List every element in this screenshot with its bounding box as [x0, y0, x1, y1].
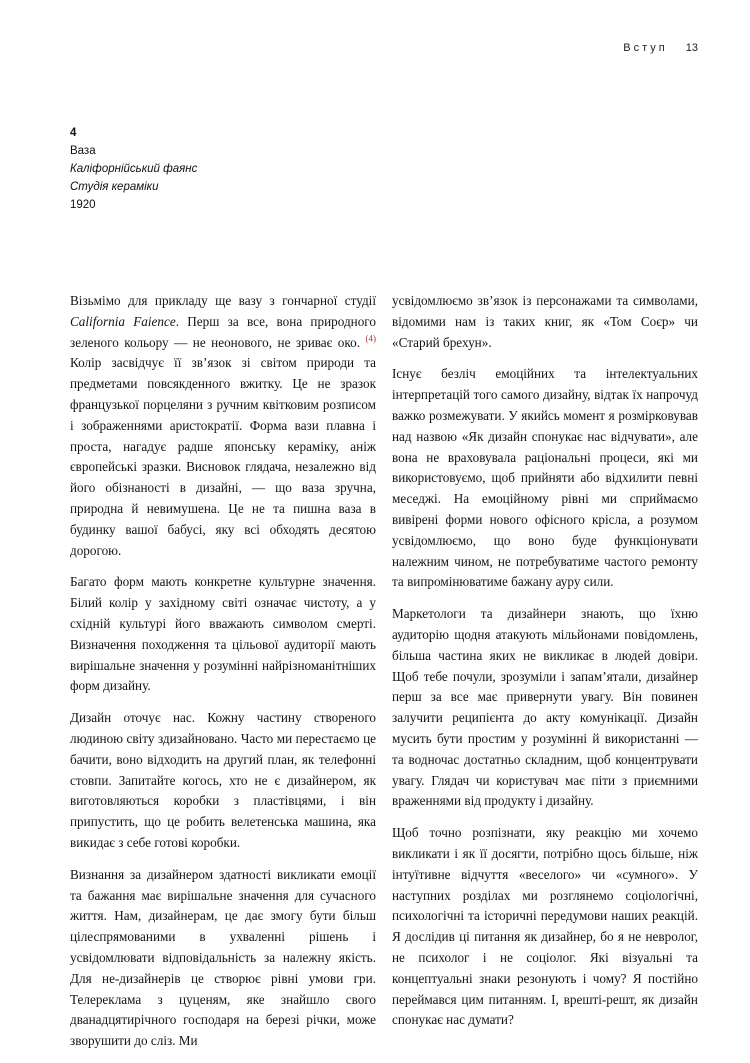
- paragraph: Багато форм мають конкретне культурне значення. Білий колір у західному світі означає чистоту, а у східній культурі його вважають символом смерті. Визначення походження та цільової аудиторії мають вирішальне значення у розумінні найрізноманітніших форм дизайну.: [70, 574, 376, 694]
- paragraph: Визнання за дизайнером здатності викликати емоції та бажання має вирішальне значення для сучасного життя. Нам, дизайнерам, це дає змогу бути більш цілеспрямованими в ухваленні рішень і усвідомлювати відповідальність за належну якість. Для не-дизайнерів це створює рівні умови гри. Телереклама з цуценям, яке знайшло свого дванадцятирічного господаря на березі річки, може зворушити до сліз. Ми: [70, 866, 376, 1049]
- caption-studio: Студія кераміки: [70, 181, 159, 193]
- figure-caption: [70, 124, 197, 214]
- caption-object: Ваза: [70, 145, 96, 157]
- left-text-column: [70, 291, 376, 1063]
- page-number: 13: [685, 42, 698, 54]
- caption-year: 1920: [70, 199, 96, 211]
- paragraph: Маркетологи та дизайнери знають, що їхню аудиторію щодня атакують мільйонами повідомлень, більша частина яких не викликає в людей довіри. Щоб тебе почули, зрозуміли і запам’ятали, дизайнер перш за все має привернути увагу. Він повинен залучити реципієнта до акту комунікації. Дизайн мусить бути простим у розумінні й використанні — та водночас достатньо складним, щоб концентрувати увагу. Глядач чи користувач має піти з приємними враженнями від продукту і дизайну.: [392, 606, 698, 809]
- paragraph: Щоб точно розпізнати, яку реакцію ми хочемо викликати і як її досягти, потрібно щось більше, ніж інтуїтивне відчуття «веселого» чи «сумного». У наступних розділах ми розглянемо соціологічні, психологічні та історичні передумови наших реакцій. Я дослідив ці питання як дизайнер, бо я не невролог, не психолог і не соціолог. Які візуальні та концептуальні знаки резонують і чому? Я постійно переймався цим питанням. І, врешті-решт, як дизайн спонукає нас думати?: [392, 825, 698, 1028]
- section-title: Вступ: [623, 42, 668, 54]
- figure-number: 4: [70, 127, 77, 139]
- paragraph: усвідомлюємо зв’язок із персонажами та символами, відомими нам із таких книг, як «Том Соєр» чи «Старий брехун».: [392, 293, 698, 350]
- paragraph: Візьмімо для прикладу ще вазу з гончарної студії California Faience. Перш за все, вона природного зеленого кольору — не неонового, не зриває око. $^{(4)}$ Колір засвідчує її зв’язок зі світом природи та предметами повсякденного вжитку. Це не зразок французької порцеляни з ручним квітковим розписом і зображеннями аристократії. Форма вази плавна і проста, нагадує радше японську кераміку, аніж європейські зразки. Висновок глядача, незалежно від його обізнаності в дизайні, — що ваза зручна, природна й невимушена. Це не та пишна ваза в будинку вашої бабусі, яку всі обходять десятою дорогою.: [70, 293, 376, 558]
- running-head: [623, 42, 698, 54]
- paragraph: Існує безліч емоційних та інтелектуальних інтерпретацій того самого дизайну, відтак їх напрочуд важко розмежувати. У якийсь момент я розмірковував над назвою «Як дизайн спонукає нас відчувати», але вона не враховувала раціональні процеси, які ми використовуємо, щоб прийняти або відхилити певні меседжі. На емоційному рівні ми сприймаємо вивірені форми нового офісного крісла, а розумом усвідомлюємо, що воно буде функціонувати належним чином, не потребуватиме частого ремонту та випромінюватиме бажану ауру сили.: [392, 366, 698, 590]
- right-text-column: [392, 291, 698, 1042]
- emphasis-california-faience: California Faience: [70, 313, 176, 329]
- paragraph: Дизайн оточує нас. Кожну частину створеного людиною світу здизайновано. Часто ми перестаємо це бачити, воно відходить на другий план, як телефонні стовпи. Запитайте когось, хто не є дизайнером, як виготовляються коробки з пластівцями, і він припустить, що це робить велетенська машина, яка викидає з себе готові коробки.: [70, 710, 376, 850]
- figure-reference[interactable]: (4): [365, 333, 376, 344]
- caption-maker: Каліфорнійський фаянс: [70, 163, 198, 175]
